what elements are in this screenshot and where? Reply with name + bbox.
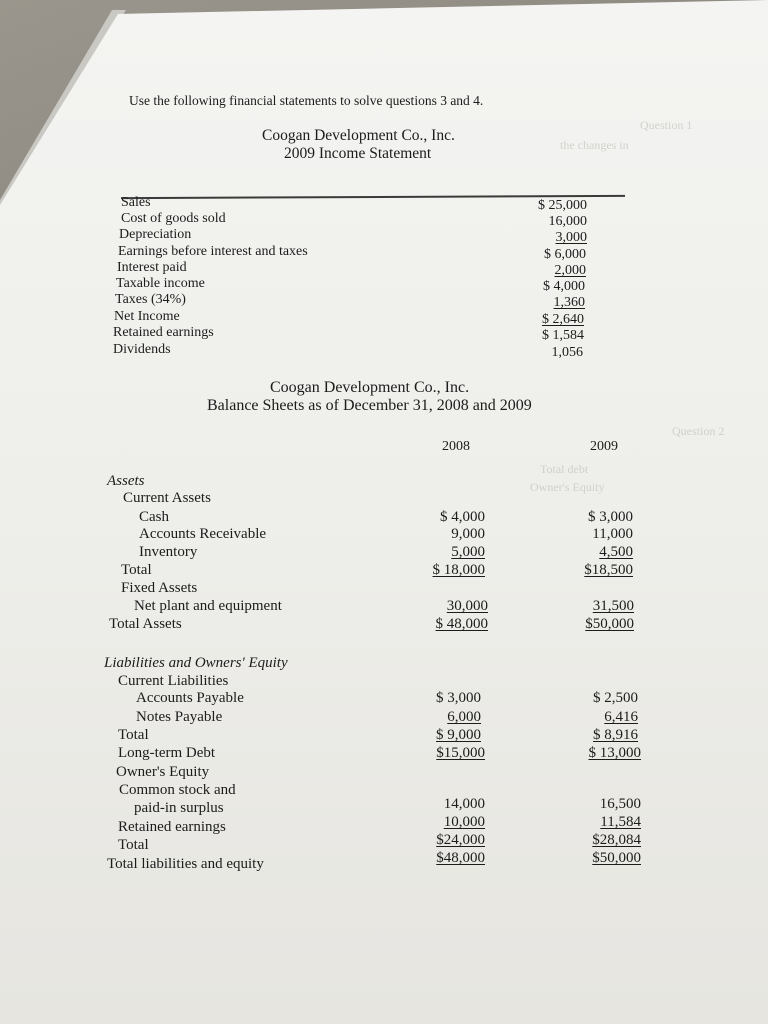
cost-of-goods-sold-label: Cost of goods sold: [121, 211, 226, 226]
cash-2009: $ 3,000: [588, 509, 633, 525]
notes-payable-2008: 6,000: [447, 709, 481, 725]
column-header-2009: 2009: [590, 439, 618, 454]
accounts-receivable-2008: 9,000: [451, 526, 485, 542]
long-term-debt-2008: $15,000: [436, 745, 485, 761]
long-term-debt-label: Long-term Debt: [118, 745, 216, 761]
bs-retained-earnings-2009: 11,584: [600, 814, 641, 830]
depreciation-value: 3,000: [555, 230, 587, 245]
net-plant-2009: 31,500: [592, 598, 634, 614]
taxes-value: 1,360: [553, 295, 585, 310]
bs-retained-earnings-label: Retained earnings: [118, 819, 226, 835]
cash-2008: $ 4,000: [440, 509, 485, 525]
net-income-label: Net Income: [114, 309, 180, 324]
net-income-value: $ 2,640: [542, 312, 584, 327]
fixed-assets-label: Fixed Assets: [121, 580, 198, 596]
taxable-income-label: Taxable income: [116, 276, 205, 291]
depreciation-label: Depreciation: [119, 227, 192, 242]
total-assets-label: Total Assets: [109, 616, 182, 632]
current-assets-label: Current Assets: [123, 490, 211, 506]
ebit-value: $ 6,000: [544, 247, 586, 262]
inventory-2008: 5,000: [451, 544, 485, 560]
accounts-receivable-label: Accounts Receivable: [139, 526, 267, 542]
long-term-debt-2009: $ 13,000: [588, 745, 641, 761]
accounts-payable-label: Accounts Payable: [136, 690, 244, 706]
dividends-value: 1,056: [551, 345, 583, 360]
income-statement-company: Coogan Development Co., Inc.: [262, 127, 455, 144]
liabilities-heading: Liabilities and Owners' Equity: [104, 655, 288, 671]
assets-heading: Assets: [107, 473, 145, 489]
equity-total-2009: $28,084: [592, 832, 641, 848]
show-through-text: Total debt: [540, 462, 589, 476]
is-retained-earnings-value: $ 1,584: [542, 328, 584, 343]
total-liabilities-equity-label: Total liabilities and equity: [107, 856, 264, 872]
current-liabilities-total-2009: $ 8,916: [593, 727, 638, 743]
interest-paid-label: Interest paid: [117, 260, 187, 275]
cost-of-goods-sold-value: 16,000: [548, 214, 587, 229]
show-through-text: Question 2: [672, 424, 725, 438]
current-liabilities-total-label: Total: [118, 727, 149, 743]
total-liabilities-equity-2008: $48,000: [436, 850, 485, 866]
dividends-label: Dividends: [113, 342, 171, 357]
common-stock-2009: 16,500: [599, 796, 641, 812]
total-liabilities-equity-2009: $50,000: [592, 850, 641, 866]
cash-label: Cash: [139, 509, 169, 525]
owners-equity-label: Owner's Equity: [116, 764, 210, 780]
common-stock-2008: 14,000: [443, 796, 485, 812]
is-retained-earnings-label: Retained earnings: [113, 325, 214, 340]
current-assets-total-2009: $18,500: [584, 562, 633, 578]
ebit-label: Earnings before interest and taxes: [118, 244, 308, 259]
current-assets-total-label: Total: [121, 562, 152, 578]
total-assets-2008: $ 48,000: [435, 616, 488, 632]
balance-sheet-company: Coogan Development Co., Inc.: [270, 379, 470, 396]
notes-payable-label: Notes Payable: [136, 709, 223, 725]
inventory-label: Inventory: [139, 544, 198, 560]
accounts-payable-2008: $ 3,000: [436, 690, 481, 706]
equity-total-label: Total: [118, 837, 149, 853]
bs-retained-earnings-2008: 10,000: [443, 814, 485, 830]
net-plant-label: Net plant and equipment: [134, 598, 282, 614]
common-stock-label-line1: Common stock and: [119, 782, 236, 798]
notes-payable-2009: 6,416: [604, 709, 638, 725]
accounts-receivable-2009: 11,000: [592, 526, 633, 542]
current-liabilities-label: Current Liabilities: [118, 673, 229, 689]
intro-text: Use the following financial statements to solve questions 3 and 4.: [129, 93, 484, 108]
show-through-text: Owner's Equity: [530, 480, 605, 494]
sales-label: Sales: [121, 195, 151, 210]
sales-value: $ 25,000: [538, 198, 587, 213]
show-through-text: Question 1: [640, 118, 693, 132]
balance-sheet-title: Balance Sheets as of December 31, 2008 and 2009: [207, 397, 532, 414]
accounts-payable-2009: $ 2,500: [593, 690, 638, 706]
net-plant-2008: 30,000: [446, 598, 488, 614]
taxes-label: Taxes (34%): [115, 292, 186, 307]
column-header-2008: 2008: [442, 439, 470, 454]
show-through-text: the changes in: [560, 138, 629, 152]
current-assets-total-2008: $ 18,000: [432, 562, 485, 578]
inventory-2009: 4,500: [599, 544, 633, 560]
interest-paid-value: 2,000: [554, 263, 586, 278]
taxable-income-value: $ 4,000: [543, 279, 585, 294]
income-statement-title: 2009 Income Statement: [284, 145, 432, 162]
equity-total-2008: $24,000: [436, 832, 485, 848]
common-stock-label-line2: paid-in surplus: [134, 800, 224, 816]
current-liabilities-total-2008: $ 9,000: [436, 727, 481, 743]
total-assets-2009: $50,000: [585, 616, 634, 632]
